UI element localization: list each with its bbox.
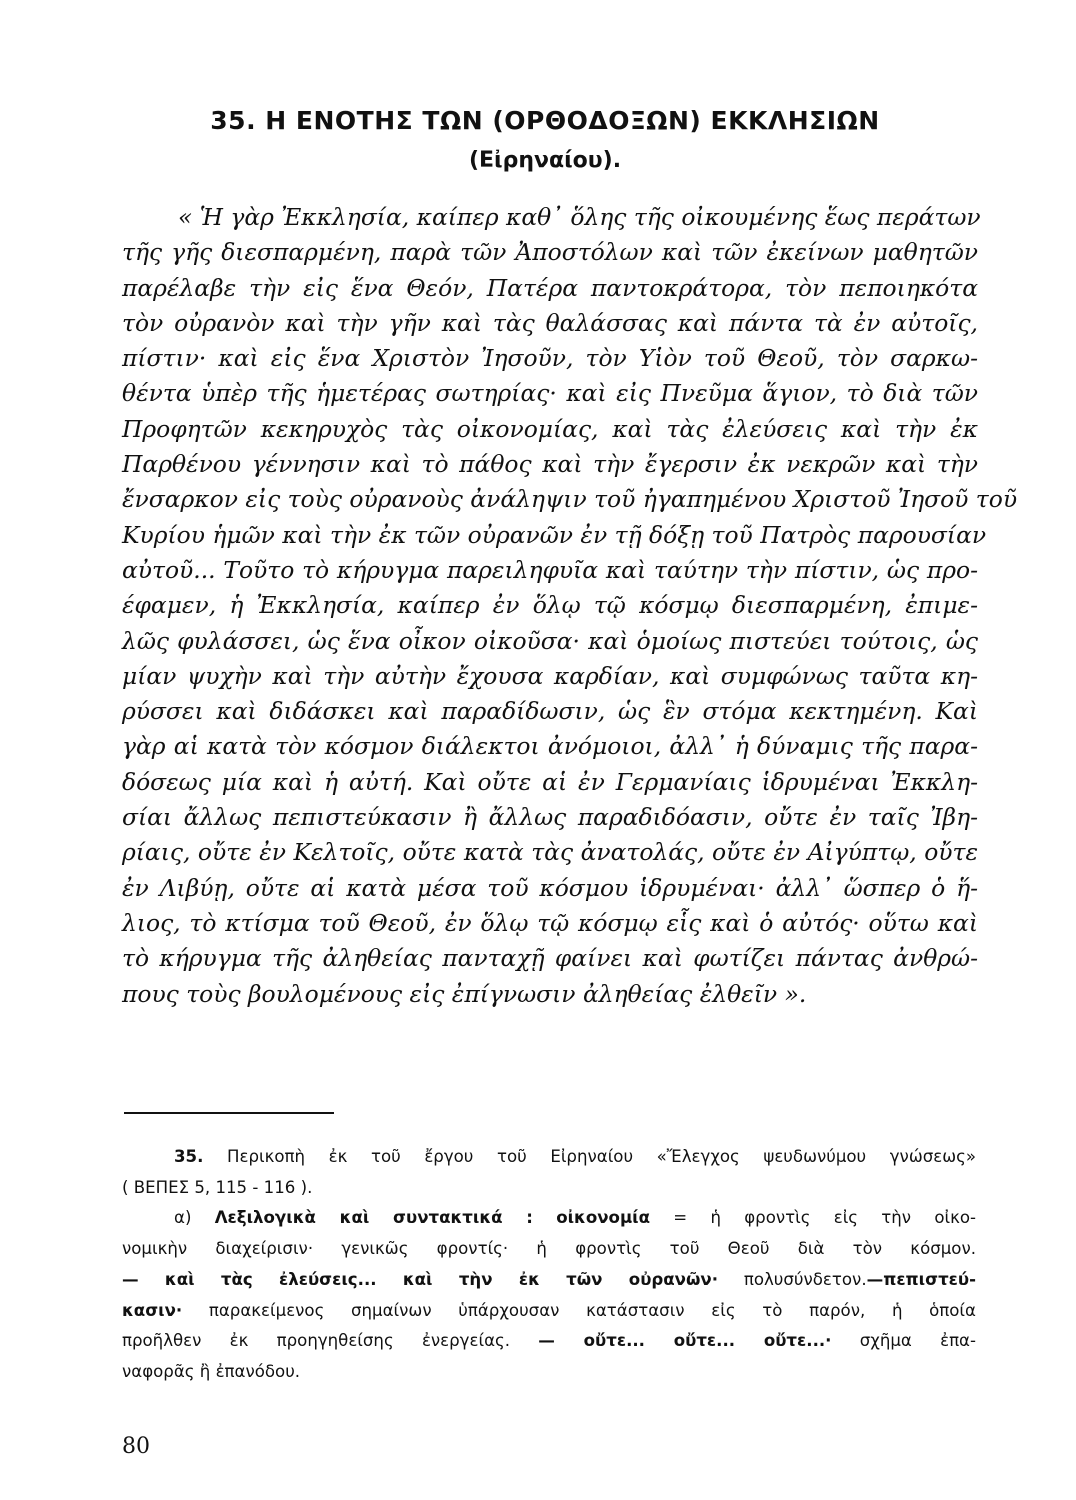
chapter-title: 35. Η ΕΝΟΤΗΣ ΤΩΝ (ΟΡΘΟΔΟΞΩΝ) ΕΚΚΛΗΣΙΩΝ: [210, 106, 880, 135]
text-line: ἔνσαρκον εἰς τοὺς οὐρανοὺς ἀνάληψιν τοῦ ἠγαπημένου Χριστοῦ Ἰησοῦ τοῦ: [122, 485, 1018, 514]
footnote-line: [122, 1326, 976, 1357]
text-line: Κυρίου ἡμῶν καὶ τὴν ἐκ τῶν οὐρανῶν ἐν τῇ δόξῃ τοῦ Πατρὸς παρουσίαν: [122, 520, 987, 549]
note-definition: προῆλθεν ἐκ προηγηθείσης ἐνεργείας.: [122, 1331, 511, 1351]
note-term: — οὔτε... οὔτε... οὔτε...·: [538, 1331, 832, 1351]
footnote-divider: [124, 1112, 334, 1114]
footnote-line: [122, 1203, 976, 1234]
text-line: σίαι ἄλλως πεπιστεύκασιν ἢ ἄλλως παραδιδόασιν, οὔτε ἐν ταῖς Ἰβη-: [122, 803, 978, 832]
text-line: πίστιν· καὶ εἰς ἕνα Χριστὸν Ἰησοῦν, τὸν Υἱὸν τοῦ Θεοῦ, τὸν σαρκω-: [122, 344, 978, 373]
text-line: τῆς γῆς διεσπαρμένη, παρὰ τῶν Ἀποστόλων καὶ τῶν ἐκείνων μαθητῶν: [122, 238, 978, 267]
note-definition: παρακείμενος σημαίνων ὑπάρχουσαν κατάστασιν εἰς τὸ παρόν, ἡ ὁποία: [208, 1300, 976, 1320]
footnote-line: [122, 1234, 976, 1265]
text-line: « Ἡ γὰρ Ἐκκλησία, καίπερ καθ᾿ ὅλης τῆς οἰκουμένης ἕως περάτων: [178, 203, 981, 231]
text-line: τὸν οὐρανὸν καὶ τὴν γῆν καὶ τὰς θαλάσσας καὶ πάντα τὰ ἐν αὐτοῖς,: [122, 308, 978, 337]
text-line: ρύσσει καὶ διδάσκει καὶ παραδίδωσιν, ὡς ἓν στόμα κεκτημένη. Καὶ: [122, 697, 978, 726]
note-term: οἰκονομία: [556, 1208, 651, 1228]
footnote-line: [122, 1265, 976, 1296]
note-term: — καὶ τὰς ἐλεύσεις... καὶ τὴν ἐκ τῶν οὐρανῶν·: [122, 1269, 719, 1289]
footnote-line: [122, 1296, 976, 1327]
footnote-text: Περικοπὴ ἐκ τοῦ ἔργου τοῦ Εἰρηναίου «Ἔλεγχος ψευδωνύμου γνώσεως»: [227, 1147, 976, 1166]
note-definition: σχῆμα ἐπα-: [859, 1331, 976, 1351]
text-line: μίαν ψυχὴν καὶ τὴν αὐτὴν ἔχουσα καρδίαν, καὶ συμφώνως ταῦτα κη-: [122, 661, 978, 690]
note-heading: Λεξιλογικὰ καὶ συντακτικά :: [214, 1208, 533, 1228]
note-definition: ναφορᾶς ἢ ἐπανόδου.: [122, 1361, 301, 1381]
text-line: λῶς φυλάσσει, ὡς ἕνα οἶκον οἰκοῦσα· καὶ ὁμοίως πιστεύει τούτοις, ὡς: [122, 626, 978, 655]
footnote-reference: ( ΒΕΠΕΣ 5, 115 - 116 ).: [122, 1177, 313, 1197]
footnote-line: [122, 1357, 976, 1388]
footnote-line: [122, 1142, 976, 1173]
footnotes: [122, 1142, 976, 1388]
note-term: κασιν·: [122, 1300, 183, 1320]
text-line: δόσεως μία καὶ ἡ αὐτή. Καὶ οὔτε αἱ ἐν Γερμανίαις ἱδρυμέναι Ἐκκλη-: [122, 767, 978, 796]
text-line: γὰρ αἱ κατὰ τὸν κόσμον διάλεκτοι ἀνόμοιοι, ἀλλ᾿ ἡ δύναμις τῆς παρα-: [122, 732, 978, 761]
text-line: ἐν Λιβύῃ, οὔτε αἱ κατὰ μέσα τοῦ κόσμου ἱδρυμέναι· ἀλλ᾿ ὥσπερ ὁ ἥ-: [122, 873, 978, 902]
text-line: λιος, τὸ κτίσμα τοῦ Θεοῦ, ἐν ὅλῳ τῷ κόσμῳ εἷς καὶ ὁ αὐτός· οὕτω καὶ: [122, 908, 978, 937]
note-label: α): [174, 1208, 192, 1228]
text-line: αὐτοῦ... Τοῦτο τὸ κήρυγμα παρειληφυῖα καὶ ταύτην τὴν πίστιν, ὡς προ-: [122, 555, 978, 584]
text-line: τὸ κήρυγμα τῆς ἀληθείας πανταχῇ φαίνει καὶ φωτίζει πάντας ἀνθρώ-: [122, 944, 978, 973]
page-number: 80: [122, 1434, 150, 1459]
text-line: θέντα ὑπὲρ τῆς ἡμετέρας σωτηρίας· καὶ εἰς Πνεῦμα ἅγιον, τὸ διὰ τῶν: [122, 379, 978, 408]
text-line: ρίαις, οὔτε ἐν Κελτοῖς, οὔτε κατὰ τὰς ἀνατολάς, οὔτε ἐν Αἰγύπτῳ, οὔτε: [122, 838, 978, 867]
note-definition: πολυσύνδετον.: [743, 1269, 867, 1289]
note-definition: = ἡ φροντὶς εἰς τὴν οἰκο-: [673, 1208, 977, 1228]
text-line: παρέλαβε τὴν εἰς ἕνα Θεόν, Πατέρα παντοκράτορα, τὸν πεποιηκότα: [122, 273, 978, 302]
note-term: —πεπιστεύ-: [866, 1269, 976, 1289]
footnote-line: [122, 1173, 976, 1204]
note-definition: νομικὴν διαχείρισιν· γενικῶς φροντίς· ἡ φροντὶς τοῦ Θεοῦ διὰ τὸν κόσμον.: [122, 1239, 976, 1259]
main-text: [122, 200, 1018, 1012]
footnote-number: 35.: [174, 1147, 204, 1166]
text-line: Παρθένου γέννησιν καὶ τὸ πάθος καὶ τὴν ἔγερσιν ἐκ νεκρῶν καὶ τὴν: [122, 450, 978, 479]
text-line: έφαμεν, ἡ Ἐκκλησία, καίπερ ἐν ὅλῳ τῷ κόσμῳ διεσπαρμένη, ἐπιμε-: [122, 591, 978, 620]
chapter-subtitle: (Εἰρηναίου).: [468, 148, 622, 173]
text-line: πους τοὺς βουλομένους εἰς ἐπίγνωσιν ἀληθείας ἐλθεῖν ».: [122, 979, 807, 1008]
text-line: Προφητῶν κεκηρυχὸς τὰς οἰκονομίας, καὶ τὰς ἐλεύσεις καὶ τὴν ἐκ: [122, 414, 978, 443]
